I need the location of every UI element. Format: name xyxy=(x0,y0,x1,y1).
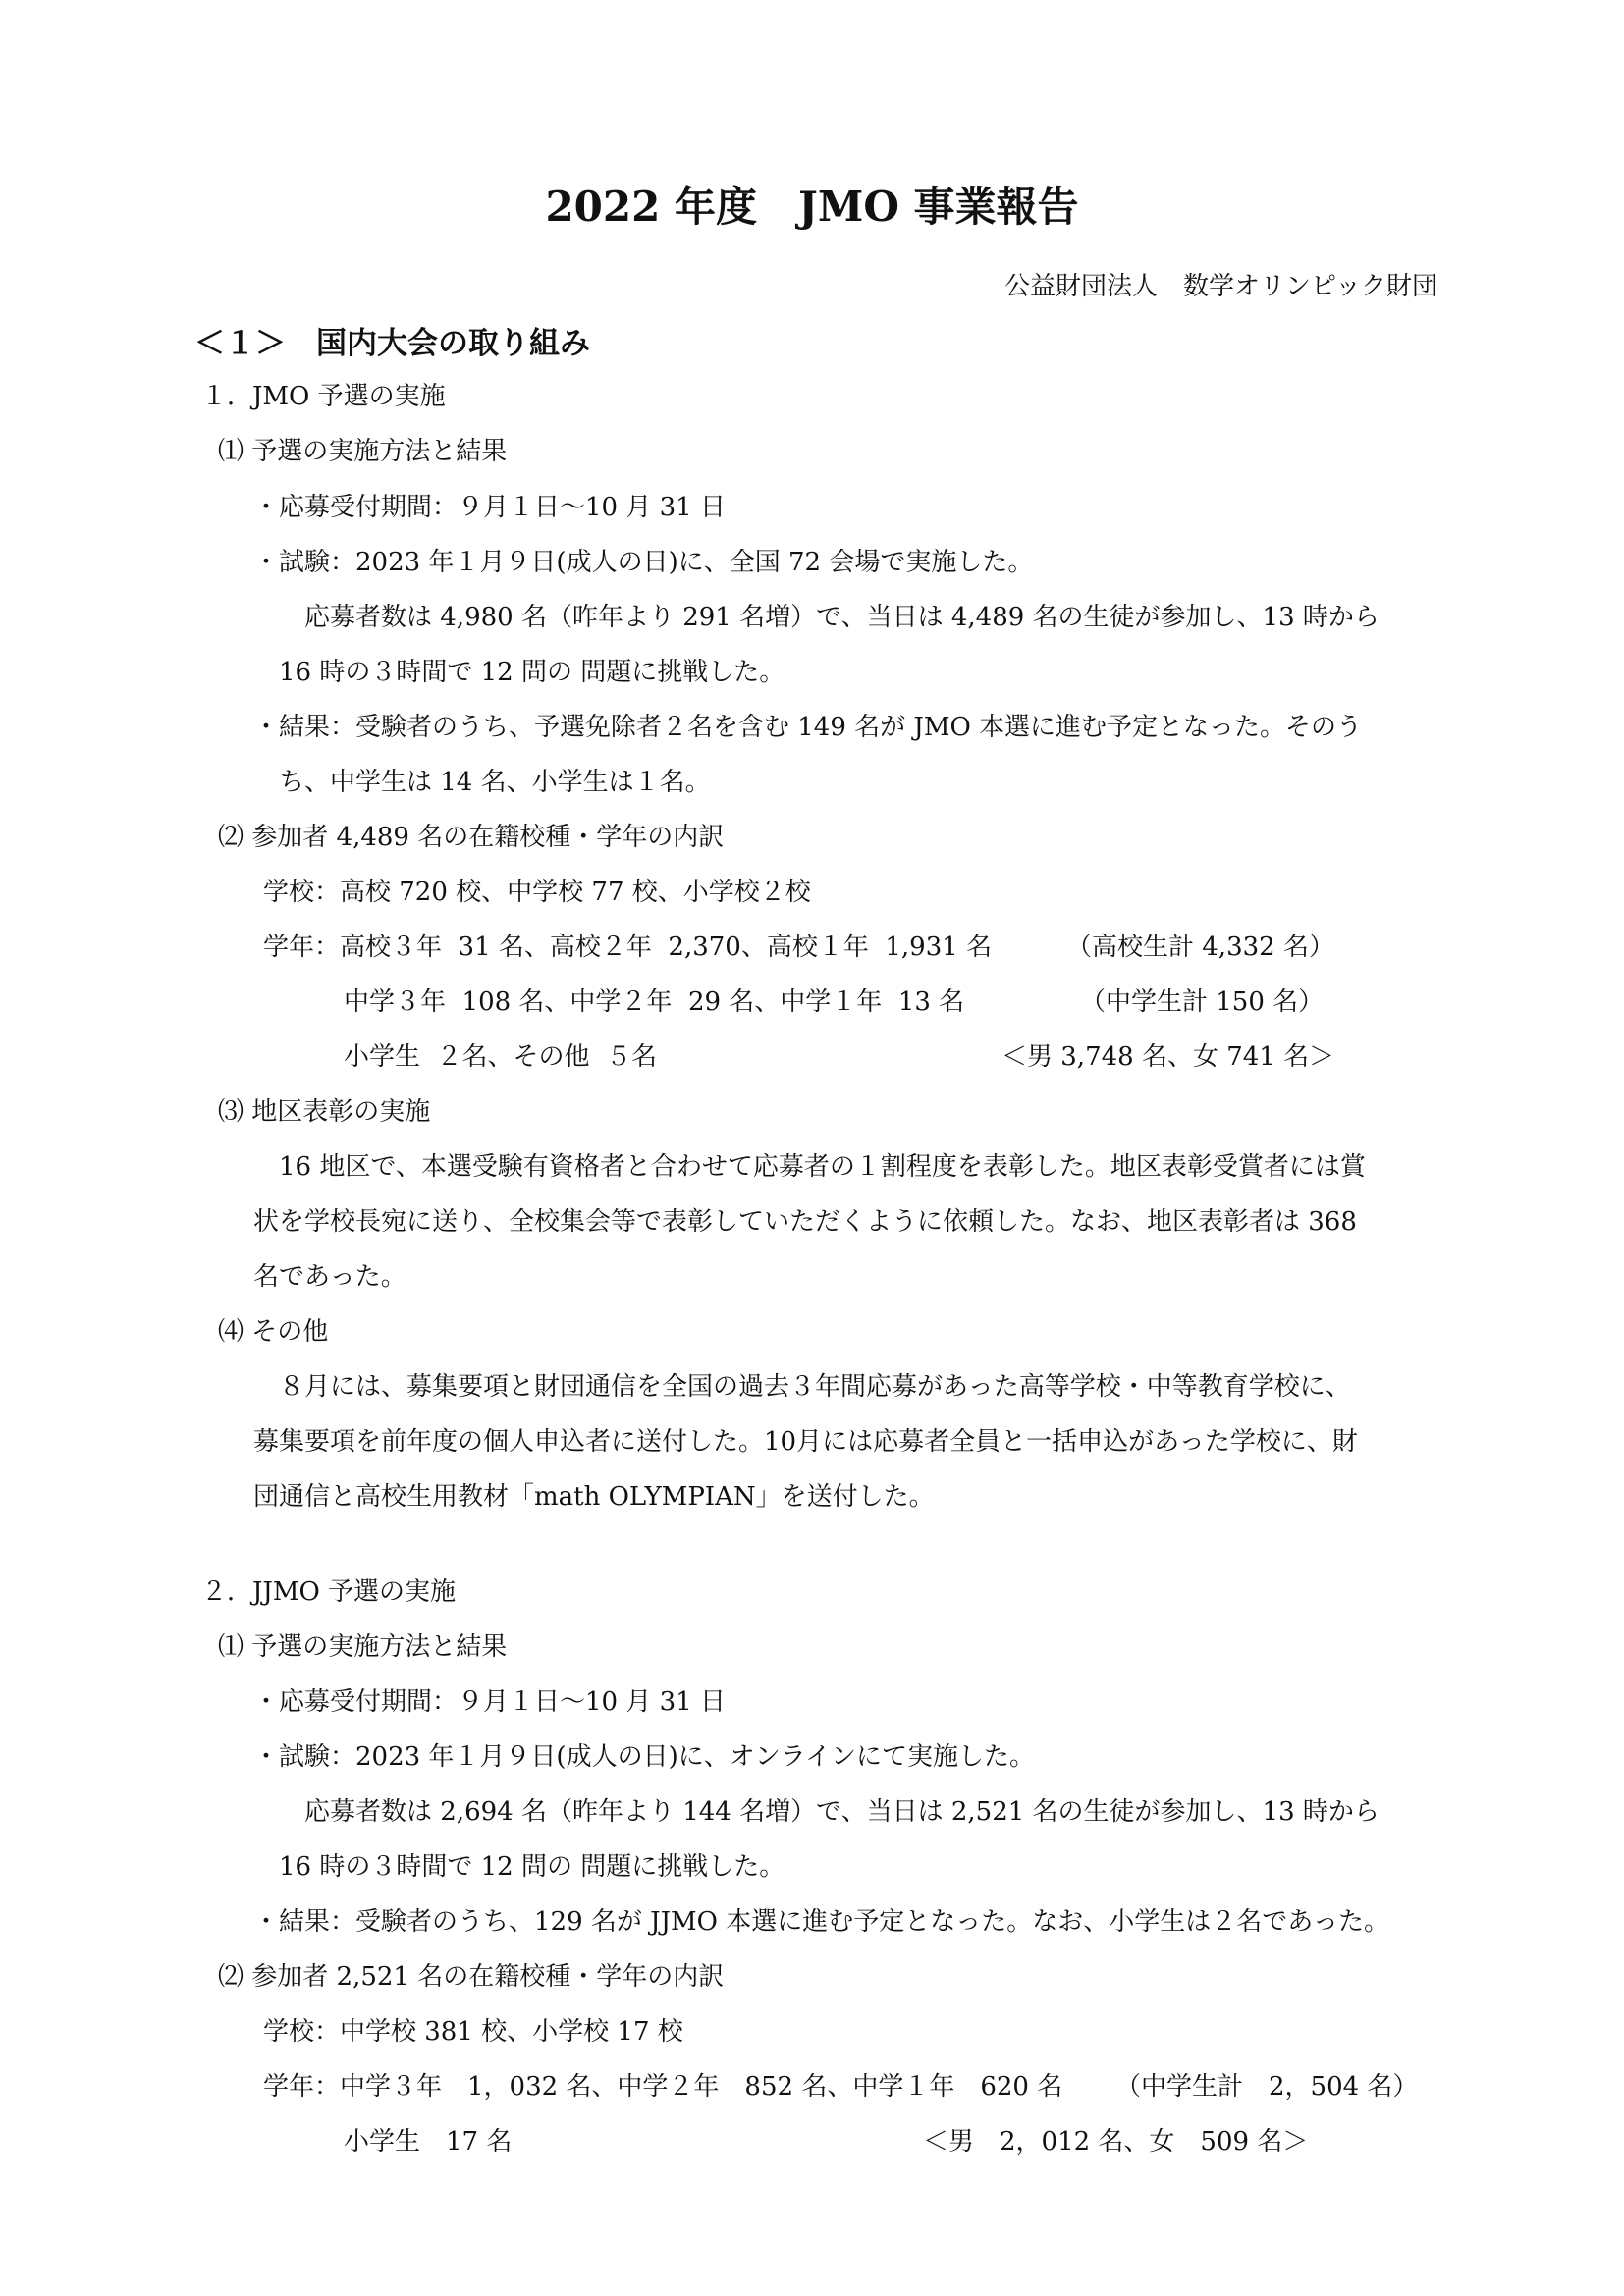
jjmo-exam-detail-1: 応募者数は 2,694 名（昨年より 144 名増）で、当日は 2,521 名の生徒が参加し、13 時から xyxy=(304,1797,1380,1827)
jmo-heading: １．JMO 予選の実施 xyxy=(201,382,446,411)
jjmo-subheading-participants: ⑵ 参加者 2,521 名の在籍校種・学年の内訳 xyxy=(218,1962,725,1992)
jmo-other-1: ８月には、募集要項と財団通信を全国の過去３年間応募があった高等学校・中等教育学校に、 xyxy=(279,1372,1351,1402)
jmo-subheading-other: ⑷ その他 xyxy=(218,1317,329,1347)
jmo-subheading-participants: ⑵ 参加者 4,489 名の在籍校種・学年の内訳 xyxy=(218,823,725,852)
jjmo-grade-row-1: 学年：中学３年 1，032 名、中学２年 852 名、中学１年 620 名 xyxy=(263,2072,1063,2102)
jmo-award-1: 16 地区で、本選受験有資格者と合わせて応募者の１割程度を表彰した。地区表彰受賞者には賞 xyxy=(279,1152,1366,1182)
jmo-exam-detail-1: 応募者数は 4,980 名（昨年より 291 名増）で、当日は 4,489 名の生徒が参加し、13 時から xyxy=(304,603,1380,632)
jjmo-heading: ２．JJMO 予選の実施 xyxy=(201,1577,457,1607)
jmo-gender-breakdown: ＜男 3,748 名、女 741 名＞ xyxy=(1001,1042,1335,1072)
jmo-exam-detail-2: 16 時の３時間で 12 問の 問題に挑戦した。 xyxy=(279,658,785,687)
jmo-grade-row-1-total: （高校生計 4,332 名） xyxy=(1066,933,1334,962)
jmo-result-2: ち、中学生は 14 名、小学生は１名。 xyxy=(279,768,711,797)
jmo-other-3: 団通信と高校生用教材「math OLYMPIAN」を送付した。 xyxy=(253,1482,935,1512)
jjmo-gender-breakdown: ＜男 2，012 名、女 509 名＞ xyxy=(923,2127,1309,2157)
jjmo-result: ・結果：受験者のうち、129 名が JJMO 本選に進む予定となった。なお、小学生は２名であった。 xyxy=(253,1907,1389,1937)
jmo-grade-row-2-total: （中学生計 150 名） xyxy=(1080,988,1325,1017)
jmo-subheading-award: ⑶ 地区表彰の実施 xyxy=(218,1097,431,1127)
jjmo-subheading-method: ⑴ 予選の実施方法と結果 xyxy=(218,1632,508,1662)
organization-name: 公益財団法人 数学オリンピック財団 xyxy=(1004,272,1437,301)
jjmo-application-period: ・応募受付期間：９月１日～10 月 31 日 xyxy=(253,1687,726,1717)
jmo-other-2: 募集要項を前年度の個人申込者に送付した。10月には応募者全員と一括申込があった学校に、財 xyxy=(253,1427,1358,1457)
section-heading: ＜１＞ 国内大会の取り組み xyxy=(194,326,590,361)
jmo-grade-row-3: 小学生 ２名、その他 ５名 xyxy=(344,1042,658,1072)
jmo-award-3: 名であった。 xyxy=(253,1262,406,1292)
jjmo-exam-line: ・試験：2023 年１月９日(成人の日)に、オンラインにて実施した。 xyxy=(253,1742,1035,1772)
jmo-exam-line: ・試験：2023 年１月９日(成人の日)に、全国 72 会場で実施した。 xyxy=(253,548,1034,577)
jjmo-schools: 学校：中学校 381 校、小学校 17 校 xyxy=(263,2017,683,2047)
jmo-grade-row-1: 学年：高校３年 31 名、高校２年 2,370、高校１年 1,931 名 xyxy=(263,933,993,962)
jmo-grade-row-2: 中学３年 108 名、中学２年 29 名、中学１年 13 名 xyxy=(344,988,965,1017)
jjmo-exam-detail-2: 16 時の３時間で 12 問の 問題に挑戦した。 xyxy=(279,1852,785,1882)
jjmo-grade-row-1-total: （中学生計 2，504 名） xyxy=(1115,2072,1419,2102)
jmo-result-1: ・結果：受験者のうち、予選免除者２名を含む 149 名が JMO 本選に進む予定となった。そのう xyxy=(253,713,1363,742)
jmo-award-2: 状を学校長宛に送り、全校集会等で表彰していただくように依頼した。なお、地区表彰者は 368 xyxy=(253,1207,1357,1237)
jmo-schools: 学校：高校 720 校、中学校 77 校、小学校２校 xyxy=(263,878,811,907)
jmo-subheading-method: ⑴ 予選の実施方法と結果 xyxy=(218,437,508,466)
page-title: 2022 年度 JMO 事業報告 xyxy=(545,183,1079,231)
jmo-application-period: ・応募受付期間：９月１日～10 月 31 日 xyxy=(253,493,726,522)
jjmo-grade-row-2: 小学生 17 名 xyxy=(344,2127,513,2157)
